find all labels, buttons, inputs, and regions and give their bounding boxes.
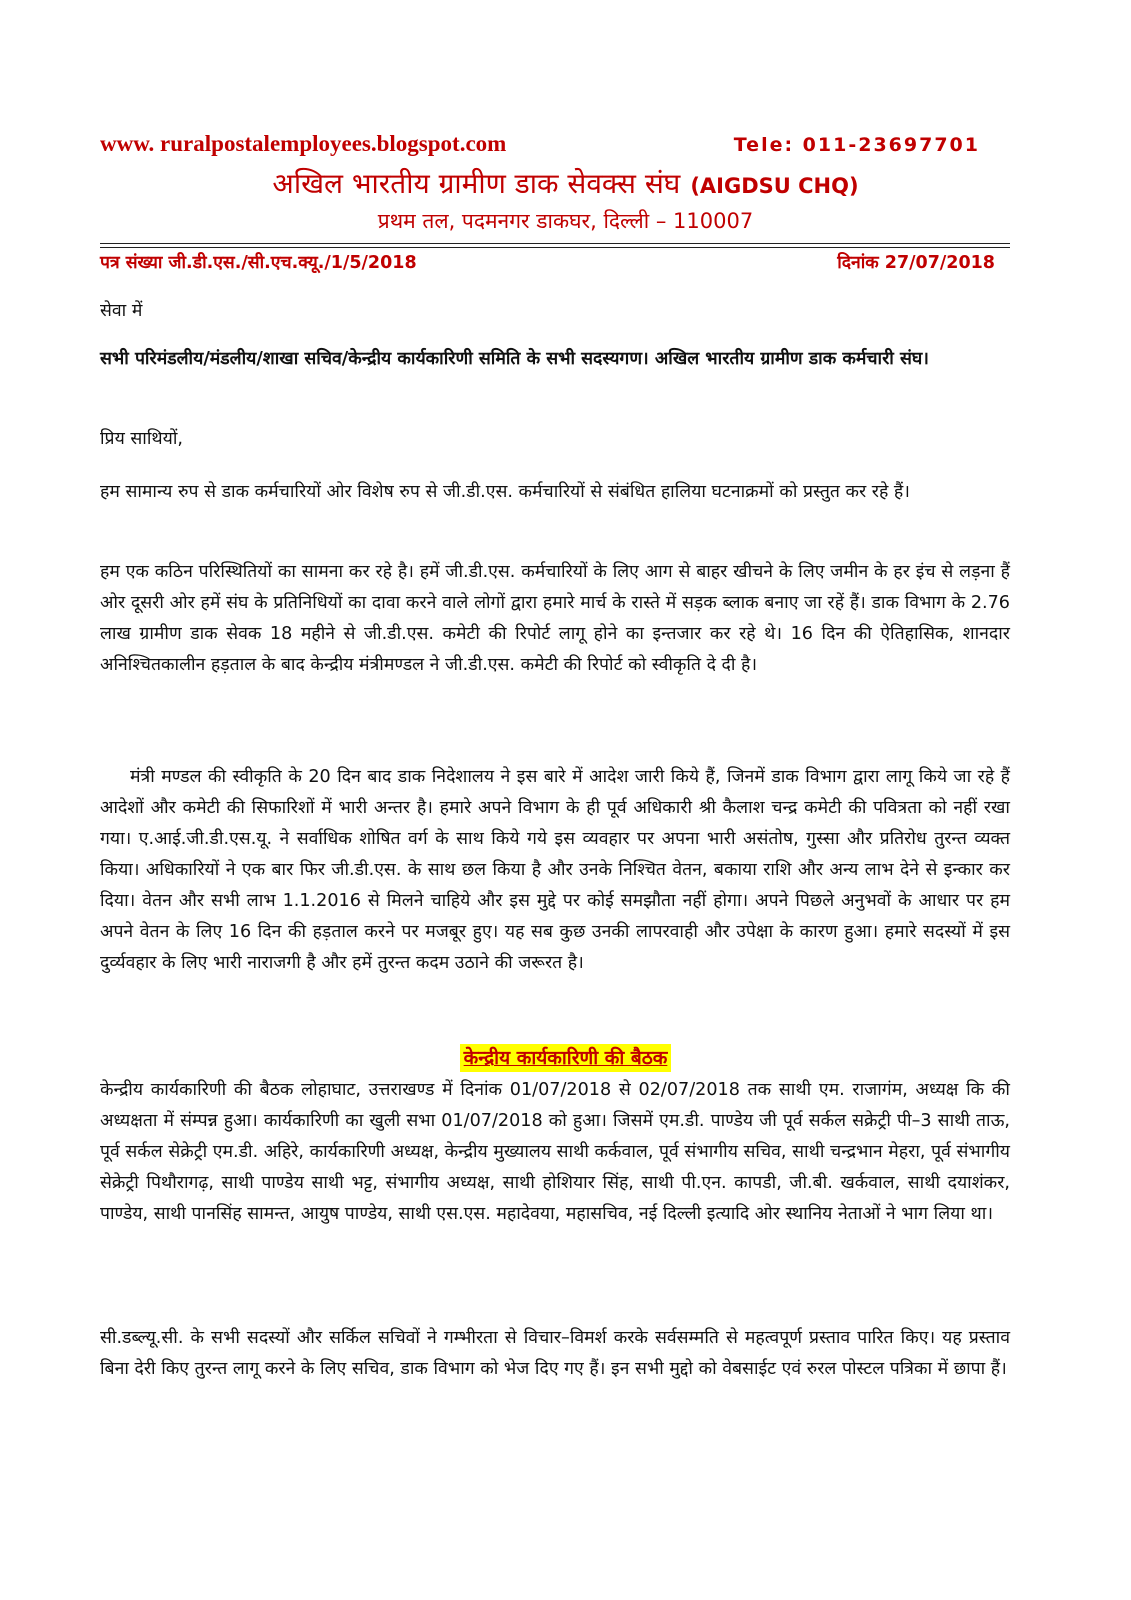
paragraph-resolutions: सी.डब्ल्यू.सी. के सभी सदस्यों और सर्किल सचिवों ने गम्भीरता से विचार–विमर्श करके सर्वसम्मति से महत्वपूर्ण प्रस्ताव पारित किए। यह प्रस्ताव बिना देरी किए तुरन्त लागू करने के लिए सचिव, डाक विभाग को भेज दिए गए हैं। इन सभी मुद्दो को वेबसाईट एवं रुरल पोस्टल पत्रिका में छापा हैं। <box>100 1328 1010 1379</box>
header-divider-bottom <box>100 247 1010 248</box>
salutation: प्रिय साथियों, <box>100 429 183 449</box>
reference-line <box>100 250 995 276</box>
to-label: सेवा में <box>100 301 143 321</box>
paragraph-intro: हम सामान्य रुप से डाक कर्मचारियों ओर विशेष रुप से जी.डी.एस. कर्मचारियों से संबंधित हालिया घटनाक्रमों को प्रस्तुत कर रहे हैं। <box>100 482 910 502</box>
recipients: सभी परिमंडलीय/मंडलीय/शाखा सचिव/केन्द्रीय कार्यकारिणी समिति के सभी सदस्यगण। अखिल भारतीय ग्रामीण डाक कर्मचारी संघ। <box>100 349 929 369</box>
paragraph-orders: मंत्री मण्डल की स्वीकृति के 20 दिन बाद डाक निदेशालय ने इस बारे में आदेश जारी किये हैं, जिनमें डाक विभाग द्वारा लागू किये जा रहे हैं आदेशों और कमेटी की सिफारिशों में भारी अन्तर है। हमारे अपने विभाग के ही पूर्व अधिकारी श्री कैलाश चन्द्र कमेटी की पवित्रता को नहीं रखा गया। ए.आई.जी.डी.एस.यू. ने सर्वाधिक शोषित वर्ग के साथ किये गये इस व्यवहार पर अपना भारी असंतोष, गुस्सा और प्रतिरोध तुरन्त व्यक्त किया। अधिकारियों ने एक बार फिर जी.डी.एस. के साथ छल किया है और उनके निश्चित वेतन, बकाया राशि और अन्य लाभ देने से इन्कार कर दिया। वेतन और सभी लाभ 1.1.2016 से मिलने चाहिये और इस मुद्दे पर कोई समझौता नहीं होगा। अपने पिछले अनुभवों के आधार पर हम अपने वेतन के लिए 16 दिन की हड़ताल करने पर मजबूर हुए। यह सब कुछ उनकी लापरवाही और उपेक्षा के कारण हुआ। हमारे सदस्यों में इस दुर्व्यवहार के लिए भारी नाराजगी है और हमें तुरन्त कदम उठाने की जरूरत है। <box>100 767 1010 973</box>
letterhead-top <box>100 131 980 161</box>
phone-number: Tele: 011-23697701 <box>733 134 980 156</box>
letter-date: दिनांक 27/07/2018 <box>837 253 995 273</box>
organization-address: प्रथम तल, पदमनगर डाकघर, दिल्ली – 110007 <box>377 209 754 233</box>
header-divider-top <box>100 243 1010 244</box>
paragraph-meeting: केन्द्रीय कार्यकारिणी की बैठक लोहाघाट, उत्तराखण्ड में दिनांक 01/07/2018 से 02/07/2018 तक साथी एम. राजागंम, अध्यक्ष कि की अध्यक्षता में संम्पन्न हुआ। कार्यकारिणी का खुली सभा 01/07/2018 को हुआ। जिसमें एम.डी. पाण्डेय जी पूर्व सर्कल सक्रेट्री पी–3 साथी ताऊ, पूर्व सर्कल सेक्रेट्री एम.डी. अहिरे, कार्यकारिणी अध्यक्ष, केन्द्रीय मुख्यालय साथी कर्कवाल, पूर्व संभागीय सचिव, साथी चन्द्रभान मेहरा, पूर्व संभागीय सेक्रेट्री पिथौरागढ़, साथी पाण्डेय साथी भट्ट, संभागीय अध्यक्ष, साथी होशियार सिंह, साथी पी.एन. कापडी, जी.बी. खर्कवाल, साथी दयाशंकर, पाण्डेय, साथी पानसिंह सामन्त, आयुष पाण्डेय, साथी एस.एस. महादेवया, महासचिव, नई दिल्ली इत्यादि ओर स्थानिय नेताओं ने भाग लिया था। <box>100 1080 1010 1224</box>
paragraph-situation: हम एक कठिन परिस्थितियों का सामना कर रहे है। हमें जी.डी.एस. कर्मचारियों के लिए आग से बाहर खीचने के लिए जमीन के हर इंच से लड़ना हैं ओर दूसरी ओर हमें संघ के प्रतिनिधियों का दावा करने वाले लोगों द्वारा हमारे मार्च के रास्ते में सड़क ब्लाक बनाए जा रहें हैं। डाक विभाग के 2.76 लाख ग्रामीण डाक सेवक 18 महीने से जी.डी.एस. कमेटी की रिपोर्ट लागू होने का इन्तजार कर रहे थे। 16 दिन की ऐतिहासिक, शानदार अनिश्चितकालीन हड़ताल के बाद केन्द्रीय मंत्रीमण्डल ने जी.डी.एस. कमेटी की रिपोर्ट को स्वीकृति दे दी है। <box>100 562 1010 675</box>
reference-number: पत्र संख्या जी.डी.एस./सी.एच.क्यू./1/5/2018 <box>100 253 417 273</box>
organization-code: (AIGDSU CHQ) <box>690 174 859 198</box>
organization-name: अखिल भारतीय ग्रामीण डाक सेवक्स संघ <box>272 167 681 200</box>
section-heading-text: केन्द्रीय कार्यकारिणी की बैठक <box>460 1044 672 1072</box>
organization-title <box>0 164 1131 202</box>
section-heading <box>0 1044 1131 1072</box>
website-link[interactable]: www. ruralpostalemployees.blogspot.com <box>100 131 507 156</box>
